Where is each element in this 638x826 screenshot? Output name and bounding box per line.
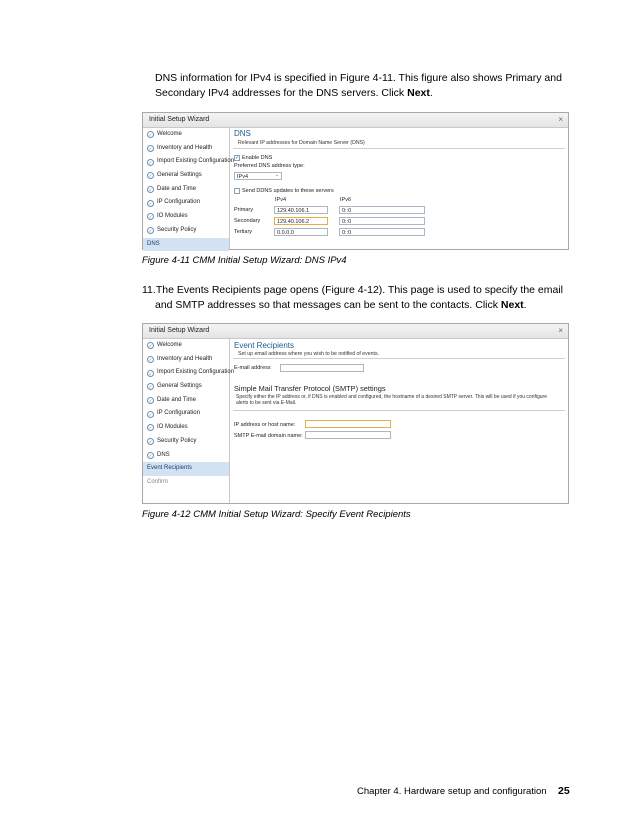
step-11-text: and SMTP addresses so that messages can be sent to the contacts. Click — [155, 298, 501, 311]
nav-item-label: Date and Time — [157, 396, 197, 403]
close-icon[interactable]: × — [558, 326, 563, 335]
nav-item-ip[interactable] — [143, 196, 229, 210]
wizard-title: Initial Setup Wizard — [149, 116, 210, 123]
check-icon: ✓ — [148, 439, 153, 445]
nav-item-dns[interactable] — [143, 238, 229, 252]
nav-item-general[interactable] — [143, 169, 229, 183]
nav-item-label: IO Modules — [157, 424, 188, 431]
check-icon: ✓ — [148, 214, 153, 220]
nav-item-label: Welcome — [157, 342, 182, 348]
nav-item-label: IO Modules — [157, 213, 188, 220]
divider — [233, 148, 565, 149]
nav-item-security[interactable] — [143, 435, 229, 449]
smtp-description-line-2: alerts to be sent via E-Mail. — [236, 400, 297, 407]
host-input[interactable] — [305, 420, 391, 428]
wizard-content — [230, 339, 568, 503]
check-icon: ✓ — [148, 411, 153, 417]
nav-item-label: DNS — [147, 240, 160, 247]
secondary-ipv6-input[interactable]: 0::0 — [339, 217, 425, 225]
close-icon[interactable]: × — [558, 115, 563, 124]
step-11-next-emphasis: Next — [500, 298, 524, 311]
tertiary-ipv6-input[interactable]: 0::0 — [339, 228, 425, 236]
intro-next-emphasis: Next — [407, 86, 430, 99]
step-11-line-2 — [142, 298, 582, 313]
nav-item-label: IP Configuration — [157, 410, 200, 417]
divider — [233, 410, 565, 411]
primary-ipv4-input[interactable]: 129.40.106.1 — [274, 206, 328, 214]
nav-item-date[interactable] — [143, 183, 229, 197]
secondary-label: Secondary — [234, 218, 261, 224]
intro-text: Secondary IPv4 addresses for the DNS servers. Click — [155, 86, 408, 99]
page-subtitle: Relevant IP addresses for Domain Name Server (DNS) — [238, 140, 365, 146]
smtp-heading: Simple Mail Transfer Protocol (SMTP) settings — [234, 384, 386, 393]
nav-item-ip[interactable] — [143, 407, 229, 421]
step-11-paragraph — [142, 283, 582, 312]
smtp-description — [236, 394, 566, 406]
wizard-nav — [143, 339, 235, 503]
nav-item-import[interactable] — [143, 366, 235, 380]
nav-item-label: IP Configuration — [157, 199, 200, 206]
wizard-titlebar — [143, 113, 568, 128]
check-icon: ✓ — [148, 357, 153, 363]
dns-wizard-window — [142, 112, 569, 250]
page-title: DNS — [234, 129, 251, 138]
check-icon: ✓ — [148, 452, 153, 458]
check-icon: ✓ — [148, 146, 153, 152]
ddns-label: Send DDNS updates to these servers — [242, 188, 334, 194]
smtp-description-line-1: Specify either the IP address or, if DNS is enabled and configured, the hostname of a desired SMTP server. This will be used if you configure — [236, 394, 548, 400]
nav-item-label: Event Recipients — [147, 465, 193, 472]
col-header-ipv6: IPv6 — [340, 197, 352, 203]
nav-item-label: Security Policy — [157, 437, 197, 444]
nav-item-label: Inventory and Health — [157, 144, 213, 151]
intro-paragraph — [155, 71, 585, 100]
col-header-ipv4: IPv4 — [275, 197, 287, 203]
email-input[interactable] — [280, 364, 364, 372]
check-icon: ✓ — [148, 187, 153, 193]
nav-item-label: Welcome — [157, 131, 182, 137]
check-icon: ✓ — [148, 132, 153, 138]
nav-item-label: General Settings — [157, 383, 202, 390]
host-label: IP address or host name: — [234, 422, 296, 428]
nav-item-welcome[interactable] — [143, 339, 229, 353]
primary-label: Primary — [234, 207, 253, 213]
step-11-period: . — [523, 298, 527, 311]
enable-dns-label: Enable DNS — [242, 155, 273, 161]
check-icon: ✓ — [148, 343, 153, 349]
wizard-content — [230, 128, 568, 249]
wizard-nav — [143, 128, 235, 249]
nav-item-label: Import Existing Configuration — [157, 158, 235, 165]
nav-item-confirm[interactable] — [143, 476, 229, 490]
step-11-line-1: 11.The Events Recipients page opens (Figure 4-12). This page is used to specify the email — [142, 284, 564, 296]
preferred-type-label: Preferred DNS address type: — [234, 163, 305, 169]
preferred-type-value: IPv4 — [237, 174, 249, 180]
figure-caption-4-12: Figure 4-12 CMM Initial Setup Wizard: Specify Event Recipients — [142, 509, 411, 520]
nav-item-label: Security Policy — [157, 226, 197, 233]
check-icon: ✓ — [148, 173, 153, 179]
check-icon: ✓ — [148, 228, 153, 234]
nav-item-label: DNS — [157, 451, 170, 458]
email-label: E-mail address — [234, 365, 271, 371]
nav-item-label: Date and Time — [157, 185, 197, 192]
nav-item-event-recipients[interactable] — [143, 462, 229, 476]
nav-item-inventory[interactable] — [143, 353, 229, 367]
enable-dns-checkbox[interactable]: ✓ — [235, 155, 240, 161]
nav-item-inventory[interactable] — [143, 142, 229, 156]
nav-item-io[interactable] — [143, 210, 229, 224]
nav-item-dns[interactable] — [143, 449, 229, 463]
nav-item-label: General Settings — [157, 172, 202, 179]
check-icon: ✓ — [148, 425, 153, 431]
primary-ipv6-input[interactable]: 0::0 — [339, 206, 425, 214]
nav-item-welcome[interactable] — [143, 128, 229, 142]
check-icon: ✓ — [148, 398, 153, 404]
page-number: 25 — [558, 785, 570, 797]
domain-label: SMTP E-mail domain name: — [234, 433, 303, 439]
domain-input[interactable] — [305, 431, 391, 439]
nav-item-label: Import Existing Configuration — [157, 369, 235, 376]
wizard-title: Initial Setup Wizard — [149, 327, 210, 334]
ddns-checkbox[interactable] — [234, 188, 240, 194]
page-title: Event Recipients — [234, 341, 295, 350]
chapter-footer: Chapter 4. Hardware setup and configuration — [357, 786, 547, 797]
check-icon: ✓ — [148, 384, 153, 390]
intro-period: . — [429, 86, 433, 99]
tertiary-label: Tertiary — [234, 229, 253, 235]
divider — [233, 358, 565, 359]
check-icon: ✓ — [148, 370, 153, 376]
figure-caption-4-11: Figure 4-11 CMM Initial Setup Wizard: DNS IPv4 — [142, 255, 347, 266]
nav-item-import[interactable] — [143, 155, 235, 169]
nav-item-general[interactable] — [143, 380, 229, 394]
check-icon: ✓ — [148, 159, 153, 165]
nav-item-label: Inventory and Health — [157, 355, 213, 362]
event-recipients-wizard-window — [142, 323, 569, 504]
nav-item-io[interactable] — [143, 421, 229, 435]
nav-item-date[interactable] — [143, 394, 229, 408]
intro-line-1: DNS information for IPv4 is specified in Figure 4-11. This figure also shows Primary and — [155, 72, 562, 84]
intro-line-2 — [155, 86, 585, 101]
secondary-ipv4-input[interactable]: 129.40.106.2 — [274, 217, 328, 225]
nav-item-security[interactable] — [143, 224, 229, 238]
wizard-titlebar — [143, 324, 568, 339]
tertiary-ipv4-input[interactable]: 0.0.0.0 — [274, 228, 328, 236]
chevron-down-icon[interactable]: ⌄ — [275, 172, 280, 178]
nav-item-label: Confirm — [147, 478, 169, 485]
page-subtitle: Set up email address where you wish to be notified of events. — [238, 351, 380, 357]
check-icon: ✓ — [148, 200, 153, 206]
